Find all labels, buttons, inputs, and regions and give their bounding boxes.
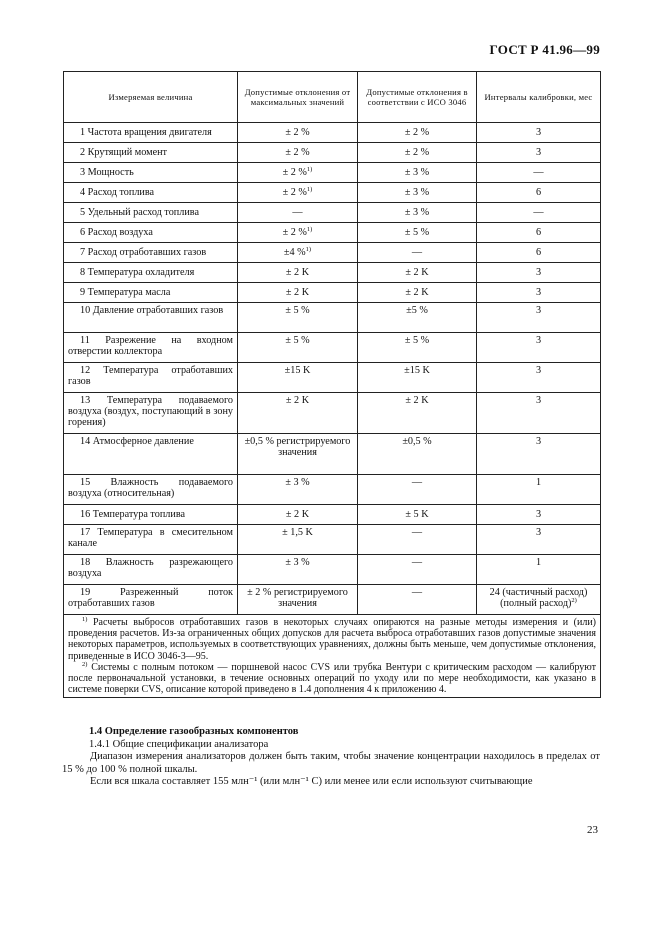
cell-quantity: 2 Крутящий момент [64,143,238,163]
cell-calibration-interval: 3 [477,333,601,363]
cell-deviation-iso: ±15 K [358,363,477,393]
table-row [64,363,601,393]
table-row [64,283,601,303]
cell-quantity: 3 Мощность [64,163,238,183]
table-row [64,525,601,555]
cell-quantity: 6 Расход воздуха [64,223,238,243]
cell-calibration-interval: 3 [477,303,601,333]
cell-quantity: 10 Давление отработавших газов [64,303,238,333]
cell-deviation-iso: ± 3 % [358,183,477,203]
cell-deviation-max: ±15 K [238,363,358,393]
cell-calibration-interval: 3 [477,525,601,555]
cell-quantity: 15 Влажность подаваемого воздуха (относительная) [64,475,238,505]
cell-deviation-iso: ± 5 K [358,505,477,525]
table-body [64,123,601,615]
cell-quantity: 8 Температура охладителя [64,263,238,283]
cell-deviation-max: ± 2 K [238,283,358,303]
section-heading: 1.4 Определение газообразных компонентов [89,726,299,737]
footnote-2: $^{2)}$ Системы с полным потоком — поршневой насос CVS или трубка Вентури с критическим расходом — калибруют после первоначальной установки, в течение основных операций по уходу или по мере необходимости, как указано в системе поверки CVS, описание которой приведено в 1.4 дополнения 4 к приложению 4. [68,660,596,696]
footnote-1: $^{1)}$ Расчеты выбросов отработавших газов в некоторых случаях опираются на разные методы измерения и (или) проведения расчетов. Из-за ограниченных общих допусков для расчета выброса отработавших газов допустимые значения некоторых параметров, используемых в соответствующих уравнениях, должны быть меньше, чем допустимые отклонения, приведенные в ИСО 3046-3—95. [68,616,597,662]
subsection-title: 1.4.1 Общие спецификации анализатора [89,738,269,750]
cell-quantity: 12 Температура отработавших газов [64,363,238,393]
cell-calibration-interval: 1 [477,555,601,585]
header-deviation-max: Допустимые отклонения от максимальных значений [238,72,358,123]
table-row [64,434,601,475]
cell-deviation-max: ± 2 %$^{1)}$ [238,223,358,243]
cell-deviation-max: — [238,203,358,223]
paragraph-range: Диапазон измерения анализаторов должен быть таким, чтобы значение концентрации находилось в пределах от 15 % до 100 % полной шкалы. [62,751,600,775]
cell-deviation-max: ± 2 %$^{1)}$ [238,183,358,203]
cell-quantity: 19 Разреженный поток отработавших газов [64,585,238,615]
cell-deviation-max: ±0,5 % регистрируемого значения [238,434,358,475]
cell-calibration-interval: 24 (частичный расход) (полный расход)$^{2)}$ [477,585,601,615]
cell-calibration-interval: 1 [477,475,601,505]
table-row [64,263,601,283]
cell-deviation-max: ± 2 K [238,263,358,283]
table-row [64,303,601,333]
cell-deviation-max: ± 3 % [238,475,358,505]
document-code: ГОСТ Р 41.96—99 [489,42,600,57]
cell-deviation-max: ± 2 K [238,393,358,434]
table-row [64,123,601,143]
cell-deviation-max: ± 2 % [238,123,358,143]
cell-deviation-iso: ± 3 % [358,163,477,183]
cell-deviation-iso: — [358,585,477,615]
cell-quantity: 9 Температура масла [64,283,238,303]
cell-quantity: 17 Температура в смесительном канале [64,525,238,555]
table-row [64,505,601,525]
cell-calibration-interval: 3 [477,283,601,303]
cell-deviation-max: ± 5 % [238,303,358,333]
table-row [64,243,601,263]
cell-deviation-iso: ± 2 K [358,283,477,303]
cell-calibration-interval: 3 [477,363,601,393]
cell-calibration-interval: — [477,203,601,223]
cell-calibration-interval: 3 [477,263,601,283]
cell-deviation-iso: ± 2 % [358,143,477,163]
cell-quantity: 11 Разрежение на входном отверстии коллектора [64,333,238,363]
cell-deviation-max: ± 2 %$^{1)}$ [238,163,358,183]
cell-deviation-iso: ± 2 K [358,263,477,283]
cell-deviation-iso: ±0,5 % [358,434,477,475]
cell-deviation-iso: — [358,525,477,555]
cell-calibration-interval: 6 [477,223,601,243]
cell-deviation-iso: ± 3 % [358,203,477,223]
cell-deviation-iso: — [358,243,477,263]
table-row [64,183,601,203]
table-row [64,585,601,615]
cell-calibration-interval: 6 [477,243,601,263]
cell-deviation-max: ± 3 % [238,555,358,585]
table-row [64,143,601,163]
page-number: 23 [587,824,598,836]
cell-deviation-iso: — [358,555,477,585]
table-row [64,333,601,363]
table-row [64,393,601,434]
cell-deviation-iso: ±5 % [358,303,477,333]
cell-deviation-iso: ± 2 K [358,393,477,434]
cell-calibration-interval: 3 [477,143,601,163]
cell-deviation-iso: — [358,475,477,505]
cell-deviation-max: ± 1,5 K [238,525,358,555]
cell-quantity: 16 Температура топлива [64,505,238,525]
cell-deviation-max: ± 5 % [238,333,358,363]
cell-deviation-max: ± 2 % [238,143,358,163]
cell-calibration-interval: 6 [477,183,601,203]
cell-quantity: 7 Расход отработавших газов [64,243,238,263]
cell-deviation-iso: ± 5 % [358,333,477,363]
table-notes-row [64,615,601,698]
table-row [64,223,601,243]
cell-deviation-max: ±4 %$^{1)}$ [238,243,358,263]
cell-calibration-interval: 3 [477,505,601,525]
cell-quantity: 13 Температура подаваемого воздуха (воздух, поступающий в зону горения) [64,393,238,434]
cell-quantity: 18 Влажность разрежающего воздуха [64,555,238,585]
cell-calibration-interval: 3 [477,123,601,143]
header-quantity: Измеряемая величина [64,72,238,123]
header-calibration-interval: Интервалы калибровки, мес [477,72,601,123]
cell-deviation-max: ± 2 K [238,505,358,525]
table-row [64,475,601,505]
cell-calibration-interval: 3 [477,393,601,434]
cell-deviation-iso: ± 5 % [358,223,477,243]
table-row [64,203,601,223]
calibration-table [63,71,601,698]
cell-deviation-iso: ± 2 % [358,123,477,143]
table-row [64,163,601,183]
cell-calibration-interval: 3 [477,434,601,475]
header-deviation-iso: Допустимые отклонения в соответствии с ИСО 3046 [358,72,477,123]
cell-quantity: 14 Атмосферное давление [64,434,238,475]
table-header-row [64,72,601,123]
cell-deviation-max: ± 2 % регистрируемого значения [238,585,358,615]
cell-quantity: 1 Частота вращения двигателя [64,123,238,143]
cell-quantity: 5 Удельный расход топлива [64,203,238,223]
table-row [64,555,601,585]
table-notes [64,615,601,698]
body-text [62,726,600,789]
paragraph-scale: Если вся шкала составляет 155 млн⁻¹ (или млн⁻¹ C) или менее или если используют считывающие [90,776,533,787]
cell-calibration-interval: — [477,163,601,183]
cell-quantity: 4 Расход топлива [64,183,238,203]
